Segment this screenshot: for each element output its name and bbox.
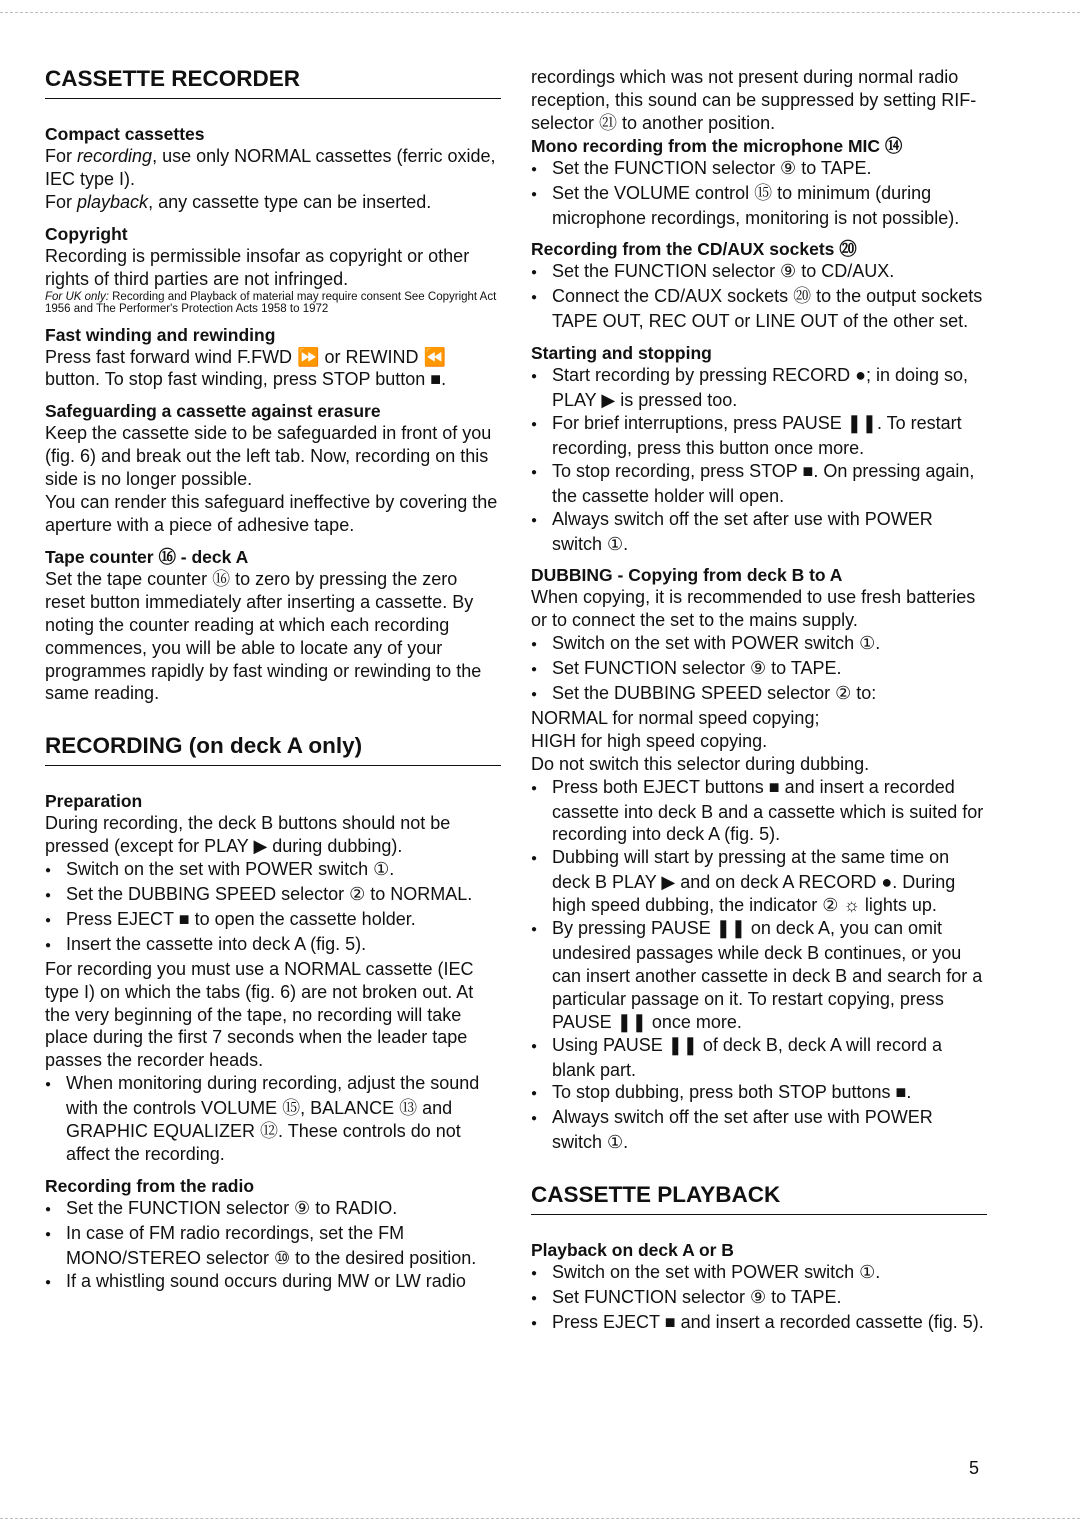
bullet-item: ● Set FUNCTION selector ⑨ to TAPE. bbox=[531, 1286, 987, 1311]
section-fast-winding bbox=[45, 324, 501, 392]
section-tape-counter bbox=[45, 546, 501, 705]
heading-preparation: Preparation bbox=[45, 791, 143, 812]
para-preparation: During recording, the deck B buttons should not be pressed (except for PLAY ▶ during dubbing). bbox=[45, 813, 451, 857]
left-column bbox=[45, 66, 501, 1304]
section-cd-aux bbox=[531, 238, 987, 333]
section-recording-radio bbox=[45, 1175, 501, 1295]
heading-recording-radio: Recording from the radio bbox=[45, 1175, 255, 1196]
para-copyright: Recording is permissible insofar as copyright or other rights of third parties are not infringed. bbox=[45, 245, 470, 289]
section-copyright bbox=[45, 223, 501, 315]
heading-dubbing: DUBBING - Copying from deck B to A bbox=[531, 565, 843, 586]
speed-option-normal: NORMAL for normal speed copying; bbox=[531, 707, 820, 728]
para-dubbing: When copying, it is recommended to use fresh batteries or to connect the set to the mains supply. bbox=[531, 587, 976, 631]
heading-starting-stopping: Starting and stopping bbox=[531, 343, 712, 364]
bullet-item: ● To stop dubbing, press both STOP buttons ■. bbox=[531, 1081, 987, 1106]
bullet-item: ● Using PAUSE ❚❚ of deck B, deck A will record a blank part. bbox=[531, 1034, 987, 1082]
bullet-item: ● Insert the cassette into deck A (fig. 5). bbox=[45, 933, 501, 958]
bullet-item: ● Switch on the set with POWER switch ①. bbox=[531, 1261, 987, 1286]
bullet-item: ● Set the DUBBING SPEED selector ② to NORMAL. bbox=[45, 883, 501, 908]
section-starting-stopping bbox=[531, 342, 987, 555]
bullet-item: ● Set the VOLUME control ⑮ to minimum (during microphone recordings, monitoring is not possible). bbox=[531, 182, 987, 230]
bullet-item: ● Start recording by pressing RECORD ●; in doing so, PLAY ▶ is pressed too. bbox=[531, 364, 987, 412]
bullet-item: ● Set FUNCTION selector ⑨ to TAPE. bbox=[531, 657, 987, 682]
bullet-item: ● Switch on the set with POWER switch ①. bbox=[45, 858, 501, 883]
right-column bbox=[531, 66, 987, 1345]
para-playback-cassettes: For playback, any cassette type can be inserted. bbox=[45, 191, 432, 212]
heading-fast-winding: Fast winding and rewinding bbox=[45, 324, 276, 345]
bullet-item: ● Always switch off the set after use with POWER switch ①. bbox=[531, 508, 987, 556]
heading-safeguarding: Safeguarding a cassette against erasure bbox=[45, 401, 381, 422]
section-mic-recording bbox=[531, 135, 987, 230]
para-whistling-continued: recordings which was not present during normal radio reception, this sound can be suppressed by setting RIF-selector ㉑ to another position. bbox=[531, 67, 977, 133]
section-dubbing bbox=[531, 564, 987, 1154]
uk-note: For UK only: Recording and Playback of material may require consent See Copyright Act 1956 and The Performer's Protection Acts 1958 to 1972 bbox=[45, 290, 497, 315]
bullet-item: ● Press EJECT ■ and insert a recorded cassette (fig. 5). bbox=[531, 1311, 987, 1336]
heading-mic-recording: Mono recording from the microphone MIC ⑭ bbox=[531, 135, 903, 156]
bullet-item: ● Dubbing will start by pressing at the same time on deck B PLAY ▶ and on deck A RECORD ●. During high speed dubbing, the indicator ② ☼ lights up. bbox=[531, 846, 987, 917]
para-fast-winding: Press fast forward wind F.FWD ⏩ or REWIND ⏪ button. To stop fast winding, press STOP button ■. bbox=[45, 346, 447, 390]
bullet-item: ● Always switch off the set after use with POWER switch ①. bbox=[531, 1106, 987, 1154]
bullet-item: ● Switch on the set with POWER switch ①. bbox=[531, 632, 987, 657]
title-recording: RECORDING (on deck A only) bbox=[45, 733, 501, 766]
section-compact-cassettes bbox=[45, 123, 501, 214]
bullet-item: ● Connect the CD/AUX sockets ⑳ to the output sockets TAPE OUT, REC OUT or LINE OUT of the other set. bbox=[531, 285, 987, 333]
para-recording-cassettes: For recording, use only NORMAL cassettes (ferric oxide, IEC type I). bbox=[45, 146, 496, 189]
scan-top-edge bbox=[0, 12, 1080, 13]
bullet-item: ● Press EJECT ■ to open the cassette holder. bbox=[45, 908, 501, 933]
para-normal-cassette: For recording you must use a NORMAL cassette (IEC type I) on which the tabs (fig. 6) are not broken out. At the very beginning of the tape, no recording will take place during the first 7 seconds when the leader tape passes the recorder heads. bbox=[45, 958, 474, 1071]
heading-compact-cassettes: Compact cassettes bbox=[45, 124, 205, 144]
title-cassette-recorder: CASSETTE RECORDER bbox=[45, 66, 501, 99]
bullet-item: ● Set the FUNCTION selector ⑨ to RADIO. bbox=[45, 1197, 501, 1222]
bullet-item: ● Set the DUBBING SPEED selector ② to: bbox=[531, 682, 987, 707]
heading-tape-counter: Tape counter ⑯ - deck A bbox=[45, 546, 249, 567]
bullet-item: ● For brief interruptions, press PAUSE ❚❚. To restart recording, press this button once more. bbox=[531, 412, 987, 460]
bullet-item: ● To stop recording, press STOP ■. On pressing again, the cassette holder will open. bbox=[531, 460, 987, 508]
para-tape-counter: Set the tape counter ⑯ to zero by pressing the zero reset button immediately after inserting a cassette. By noting the counter reading at which each recording commences, you will be able to locate any of your programmes rapidly by fast winding or rewinding to the same reading. bbox=[45, 568, 482, 704]
title-cassette-playback: CASSETTE PLAYBACK bbox=[531, 1182, 987, 1215]
scan-bottom-edge bbox=[0, 1518, 1080, 1519]
bullet-item: ● Press both EJECT buttons ■ and insert a recorded cassette into deck B and a cassette which is suited for recording into deck A (fig. 5). bbox=[531, 776, 987, 847]
para-safeguarding-1: Keep the cassette side to be safeguarded in front of you (fig. 6) and break out the left tab. Now, recording on this side is no longer possible. bbox=[45, 423, 492, 490]
bullet-item: ● Set the FUNCTION selector ⑨ to TAPE. bbox=[531, 157, 987, 182]
speed-warning: Do not switch this selector during dubbing. bbox=[531, 753, 870, 774]
bullet-item: ● If a whistling sound occurs during MW or LW radio bbox=[45, 1270, 501, 1295]
bullet-item: ● By pressing PAUSE ❚❚ on deck A, you can omit undesired passages while deck B continues, or you can insert another cassette in deck B and search for a particular passage on it. To restart copying, press PAUSE ❚❚ once more. bbox=[531, 917, 987, 1034]
bullet-item: ● Set the FUNCTION selector ⑨ to CD/AUX. bbox=[531, 260, 987, 285]
heading-playback: Playback on deck A or B bbox=[531, 1240, 734, 1261]
speed-option-high: HIGH for high speed copying. bbox=[531, 730, 768, 751]
section-playback bbox=[531, 1239, 987, 1336]
section-preparation bbox=[45, 790, 501, 1166]
heading-copyright: Copyright bbox=[45, 223, 128, 244]
section-safeguarding bbox=[45, 400, 501, 537]
bullet-item: ● In case of FM radio recordings, set the FM MONO/STEREO selector ⑩ to the desired position. bbox=[45, 1222, 501, 1270]
page-number: 5 bbox=[969, 1458, 980, 1478]
bullet-item: ● When monitoring during recording, adjust the sound with the controls VOLUME ⑮, BALANCE ⑬ and GRAPHIC EQUALIZER ⑫. These controls do not affect the recording. bbox=[45, 1072, 501, 1166]
para-safeguarding-2: You can render this safeguard ineffective by covering the aperture with a piece of adhesive tape. bbox=[45, 492, 498, 535]
heading-cd-aux: Recording from the CD/AUX sockets ⑳ bbox=[531, 239, 857, 260]
